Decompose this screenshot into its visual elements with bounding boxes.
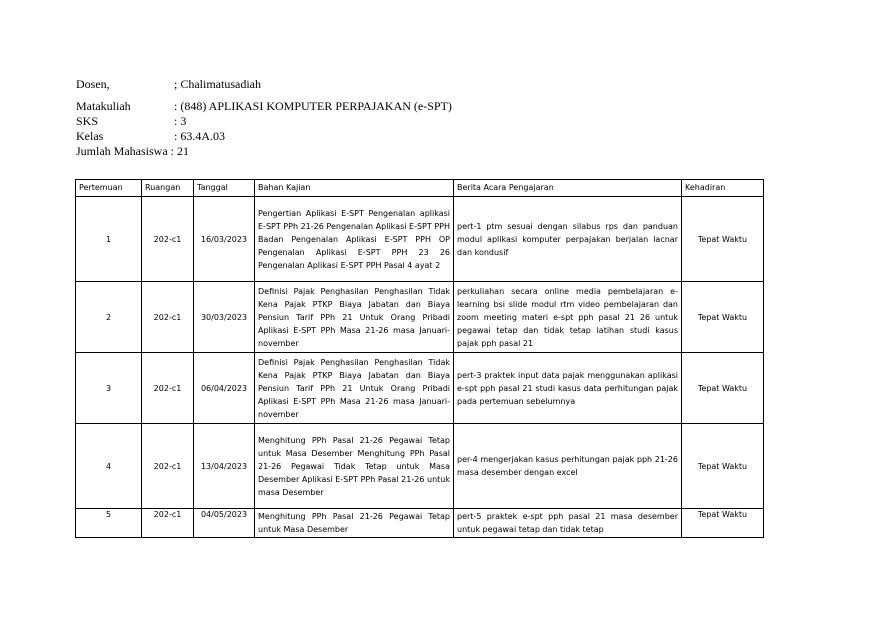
cell-ruangan: 202-c1 — [142, 282, 194, 353]
cell-kehadiran: Tepat Waktu — [682, 509, 764, 538]
jumlah-value: : 21 — [170, 144, 189, 158]
cell-ruangan: 202-c1 — [142, 509, 194, 538]
matakuliah-row — [76, 99, 452, 114]
cell-tanggal: 30/03/2023 — [194, 282, 255, 353]
cell-pertemuan: 5 — [76, 509, 142, 538]
sks-label: SKS — [76, 114, 99, 128]
kelas-label: Kelas — [76, 129, 104, 143]
table-row — [76, 353, 764, 424]
header-pertemuan: Pertemuan — [76, 180, 142, 197]
header-kehadiran: Kehadiran — [682, 180, 764, 197]
cell-bahan-kajian: Pengertian Aplikasi E-SPT Pengenalan aplikasi E-SPT PPh 21-26 Pengenalan Aplikasi E-SPT PPH Badan Pengenalan Aplikasi E-SPT PPH OP Pengenalan Aplikasi E-SPT PPH 23 26 Pengenalan Aplikasi E-SPT PPH Pasal 4 ayat 2 — [255, 197, 454, 282]
cell-berita-acara: per-4 mengerjakan kasus perhitungan pajak pph 21-26 masa desember dengan excel — [454, 424, 682, 509]
jumlah-row — [76, 144, 189, 159]
matakuliah-label: Matakuliah — [76, 99, 131, 113]
matakuliah-value: : (848) APLIKASI KOMPUTER PERPAJAKAN (e-SPT) — [174, 99, 452, 113]
cell-bahan-kajian: Menghitung PPh Pasal 21-26 Pegawai Tetap untuk Masa Desember — [255, 509, 454, 538]
table-row — [76, 424, 764, 509]
cell-tanggal: 16/03/2023 — [194, 197, 255, 282]
cell-bahan-kajian: Menghitung PPh Pasal 21-26 Pegawai Tetap untuk Masa Desember Menghitung PPh Pasal 21-26 Pegawai Tidak Tetap untuk Masa Desember Aplikasi E-SPT PPh Pasal 21-26 untuk masa Desember — [255, 424, 454, 509]
table-header-row — [76, 180, 764, 197]
cell-berita-acara: pert-3 praktek input data pajak menggunakan aplikasi e-spt pph pasal 21 studi kasus data perhitungan pajak pada pertemuan sebelumnya — [454, 353, 682, 424]
cell-bahan-kajian: Definisi Pajak Penghasilan Penghasilan Tidak Kena Pajak PTKP Biaya Jabatan dan Biaya Pensiun Tarif PPh 21 Untuk Orang Pribadi Aplikasi E-SPT PPh Masa 21-26 masa Januari-november — [255, 353, 454, 424]
kelas-value: : 63.4A.03 — [174, 129, 225, 143]
sks-value: : 3 — [174, 114, 187, 128]
dosen-label: Dosen, — [76, 77, 110, 91]
dosen-value: ; Chalimatusadiah — [174, 77, 261, 91]
cell-kehadiran: Tepat Waktu — [682, 424, 764, 509]
cell-berita-acara: perkuliahan secara online media pembelajaran e-learning bsi slide modul rtm video pembelajaran dan zoom meeting materi e-spt pph pasal 21 26 untuk pegawai tetap dan tidak tetap latihan studi kasus pajak pph pasal 21 — [454, 282, 682, 353]
cell-berita-acara: pert-1 ptm sesuai dengan silabus rps dan panduan modul aplikasi komputer perpajakan berjalan lacnar dan kondusif — [454, 197, 682, 282]
dosen-row — [76, 77, 261, 92]
course-info — [76, 77, 452, 159]
cell-pertemuan: 2 — [76, 282, 142, 353]
table-row — [76, 509, 764, 538]
cell-ruangan: 202-c1 — [142, 353, 194, 424]
cell-pertemuan: 4 — [76, 424, 142, 509]
sks-row — [76, 114, 189, 129]
cell-kehadiran: Tepat Waktu — [682, 197, 764, 282]
table-row — [76, 197, 764, 282]
cell-pertemuan: 3 — [76, 353, 142, 424]
cell-ruangan: 202-c1 — [142, 424, 194, 509]
attendance-table — [75, 179, 764, 538]
cell-tanggal: 04/05/2023 — [194, 509, 255, 538]
cell-ruangan: 202-c1 — [142, 197, 194, 282]
header-ruangan: Ruangan — [142, 180, 194, 197]
kelas-row — [76, 129, 225, 144]
jumlah-label: Jumlah Mahasiswa — [76, 144, 168, 158]
cell-tanggal: 06/04/2023 — [194, 353, 255, 424]
header-berita-acara: Berita Acara Pengajaran — [454, 180, 682, 197]
cell-tanggal: 13/04/2023 — [194, 424, 255, 509]
cell-bahan-kajian: Definisi Pajak Penghasilan Penghasilan Tidak Kena Pajak PTKP Biaya Jabatan dan Biaya Pensiun Tarif PPh 21 Untuk Orang Pribadi Aplikasi E-SPT PPh Masa 21-26 masa Januari-november — [255, 282, 454, 353]
header-bahan-kajian: Bahan Kajian — [255, 180, 454, 197]
table-row — [76, 282, 764, 353]
header-tanggal: Tanggal — [194, 180, 255, 197]
cell-berita-acara: pert-5 praktek e-spt pph pasal 21 masa desember untuk pegawai tetap dan tidak tetap — [454, 509, 682, 538]
cell-kehadiran: Tepat Waktu — [682, 282, 764, 353]
cell-pertemuan: 1 — [76, 197, 142, 282]
cell-kehadiran: Tepat Waktu — [682, 353, 764, 424]
